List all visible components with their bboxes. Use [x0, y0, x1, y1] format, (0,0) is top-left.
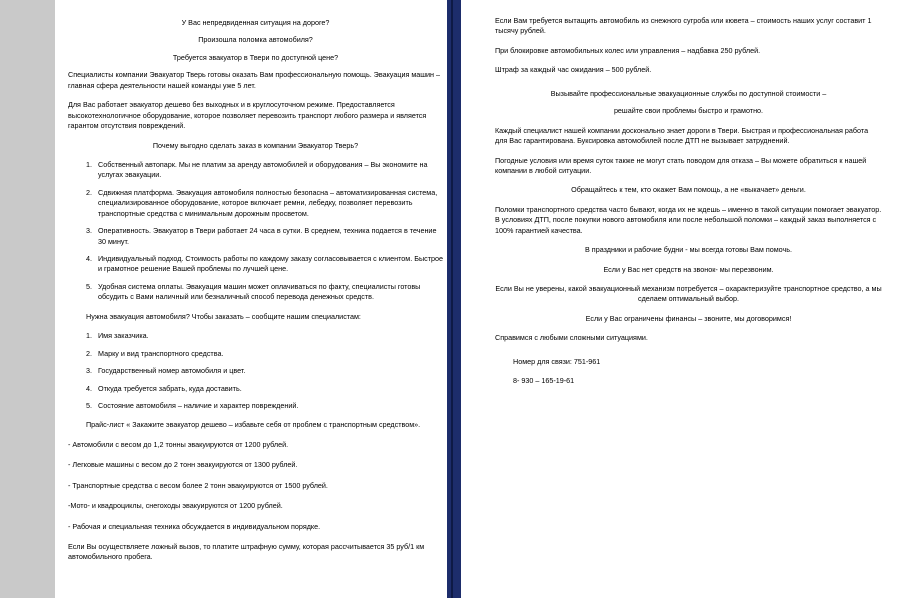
center-line: Если у Вас ограничены финансы – звоните, мы договоримся! — [585, 313, 792, 323]
intro-line-2: Произошла поломка автомобиля? — [198, 35, 313, 45]
right-body-paragraph: Погодные условия или время суток также не могут стать поводом для отказа – Вы можете обратиться к нашей компании в любой ситуации. — [495, 155, 867, 175]
center-line: В праздники и рабочие будни - мы всегда готовы Вам помочь. — [585, 245, 792, 255]
why-list-item: 2. Сдвижная платформа. Эвакуация автомобиля полностью безопасна – автоматизированная система, специализированное оборудование, которое включает ремни, лебедку, позволяет перевозить транспортные средства с минимальным дорожным просветом. — [94, 188, 443, 219]
why-heading: Почему выгодно сделать заказ в компании Эвакуатор Тверь? — [152, 140, 359, 150]
paragraph-equipment: Для Вас работает эвакуатор дешево без выходных и в круглосуточном режиме. Предоставляется высокотехнологичное оборудование, которое позволяет перевозить транспорт любого размера и является гарантом отсутствия повреждений. — [68, 100, 427, 131]
intro-line-3: Требуется эвакуатор в Твери по доступной цене? — [172, 52, 339, 62]
why-list-item: 3. Оперативность. Эвакуатор в Твери работает 24 часа в сутки. В среднем, техника подается в течение 30 минут. — [94, 226, 443, 247]
why-list-item: 5. Удобная система оплаты. Эвакуация машин может оплачиваться по факту, специалисты готовы обсудить с Вами наличный или безналичный способ перевода денежных средств. — [94, 282, 443, 303]
right-paragraph: При блокировке автомобильных колес или управления – надбавка 250 рублей. — [495, 45, 761, 55]
price-line: - Легковые машины с весом до 2 тонн эвакуируются от 1300 рублей. — [68, 460, 298, 470]
center-line: Если Вы не уверены, какой эвакуационный механизм потребуется – охарактеризуйте транспортное средство, а мы сделаем оптимальный выбор. — [495, 284, 882, 304]
right-paragraph: Штраф за каждый час ожидания – 500 рублей. — [495, 65, 652, 75]
why-list — [68, 160, 443, 303]
order-list-item: 1. Имя заказчика. — [94, 331, 443, 341]
price-line: - Транспортные средства с весом более 2 тонн эвакуируются от 1500 рублей. — [68, 480, 328, 490]
center-line: Если у Вас нет средств на звонок- мы перезвоним. — [603, 264, 774, 274]
price-line: - Рабочая и специальная техника обсуждается в индивидуальном порядке. — [68, 521, 321, 531]
contact-phone: 8- 930 – 165-19-61 — [513, 376, 575, 386]
order-list-item: 2. Марку и вид транспортного средства. — [94, 349, 443, 359]
right-page — [453, 0, 906, 598]
order-heading: Нужна эвакуация автомобиля? Чтобы заказать – сообщите нашим специалистам: — [86, 311, 361, 321]
right-body-paragraph-2: Поломки транспортного средства часто бывают, когда их не ждешь – именно в такой ситуации помогает эвакуатор. В условиях ДТП, после покупки нового автомобиля или после небольшой поломки – каждый заказ выполняется с 100% гарантией качества. — [495, 204, 882, 235]
price-heading: Прайс-лист « Закажите эвакуатор дешево – избавьте себя от проблем с транспортным средством». — [86, 420, 421, 430]
closing-line: Справимся с любыми сложными ситуациями. — [495, 333, 648, 343]
right-page-content — [453, 0, 906, 387]
callout-line: Вызывайте профессиональные эвакуационные службы по доступной стоимости – — [550, 88, 827, 98]
why-list-item: 4. Индивидуальный подход. Стоимость работы по каждому заказу согласовывается с клиентом. Быстрое и грамотное решение Вашей проблемы по лучшей цене. — [94, 254, 443, 275]
contact-number: Номер для связи: 751-961 — [513, 356, 601, 366]
paragraph-company-intro: Специалисты компании Эвакуатор Тверь готовы оказать Вам профессиональную помощь. Эвакуация машин – главная сфера деятельности нашей команды уже 5 лет. — [68, 70, 441, 90]
order-list-item: 3. Государственный номер автомобиля и цвет. — [94, 366, 443, 376]
right-body-paragraph: Каждый специалист нашей компании досконально знает дороги в Твери. Быстрая и профессиональная работа для Вас гарантирована. Буксировка автомобилей после ДТП не вызывает затруднений. — [495, 125, 869, 146]
footer-note: Если Вы осуществляете ложный вызов, то платите штрафную сумму, которая рассчитывается 35 руб/1 км автомобильного пробега. — [68, 542, 425, 562]
intro-line-1: У Вас непредвиденная ситуация на дороге? — [181, 18, 330, 27]
callout-line: решайте свои проблемы быстро и грамотно. — [613, 106, 764, 116]
left-page-content — [0, 0, 453, 563]
order-list-item: 4. Откуда требуется забрать, куда доставить. — [94, 384, 443, 394]
price-line: -Мото- и квадроциклы, снегоходы эвакуируются от 1200 рублей. — [68, 501, 283, 511]
gutter-line — [451, 0, 453, 598]
page-gutter — [447, 0, 461, 598]
order-list — [68, 331, 443, 411]
center-line: Обращайтесь к тем, кто окажет Вам помощь, а не «выкачает» деньги. — [571, 185, 806, 195]
why-list-item: 1. Собственный автопарк. Мы не платим за аренду автомобилей и оборудования – Вы экономите на услугах эвакуации. — [94, 160, 443, 181]
right-paragraph: Если Вам требуется вытащить автомобиль из снежного сугроба или кювета – стоимость наших услуг составит 1 тысячу рублей. — [495, 16, 872, 36]
order-list-item: 5. Состояние автомобиля – наличие и характер повреждений. — [94, 401, 443, 411]
price-line: - Автомобили с весом до 1,2 тонны эвакуируются от 1200 рублей. — [68, 439, 289, 449]
